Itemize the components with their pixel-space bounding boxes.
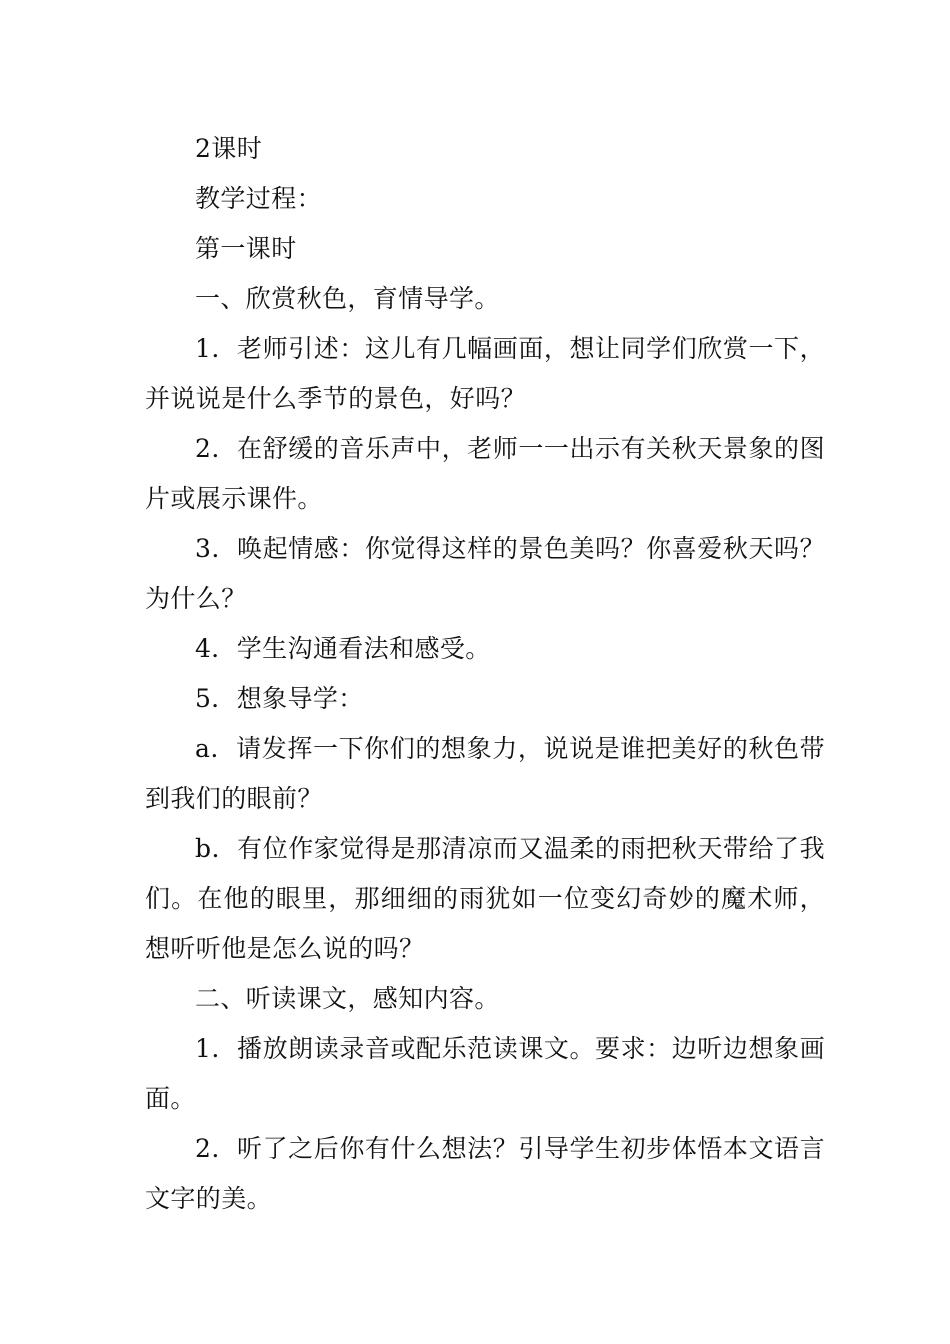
step-1-5-b: b．有位作家觉得是那清凉而又温柔的雨把秋天带给了我们。在他的眼里，那细细的雨犹如一位变幻奇妙的魔术师，想听听他是怎么说的吗？ (145, 834, 825, 963)
step-1-3: 3．唤起情感：你觉得这样的景色美吗？你喜爱秋天吗？为什么？ (145, 534, 825, 613)
step-2-1: 1．播放朗读录音或配乐范读课文。要求：边听边想象画面。 (145, 1034, 825, 1113)
document-body (145, 124, 825, 1224)
step-1-4: 4．学生沟通看法和感受。 (195, 634, 491, 663)
step-1-5-a: a．请发挥一下你们的想象力，说说是谁把美好的秋色带到我们的眼前？ (145, 734, 825, 813)
step-1-1: 1．老师引述：这儿有几幅画面，想让同学们欣赏一下，并说说是什么季节的景色，好吗？ (145, 334, 825, 413)
section-heading-first-lesson: 第一课时 (195, 234, 297, 263)
step-1-5: 5．想象导学： (195, 684, 364, 713)
part-heading-2: 二、听读课文，感知内容。 (195, 984, 500, 1013)
section-heading-process: 教学过程： (195, 184, 323, 213)
lesson-hours: 2课时 (195, 134, 263, 163)
step-2-2: 2．听了之后你有什么想法？引导学生初步体悟本文语言文字的美。 (145, 1134, 825, 1213)
step-1-2: 2．在舒缓的音乐声中，老师一一出示有关秋天景象的图片或展示课件。 (145, 434, 825, 513)
part-heading-1: 一、欣赏秋色，育情导学。 (195, 284, 500, 313)
